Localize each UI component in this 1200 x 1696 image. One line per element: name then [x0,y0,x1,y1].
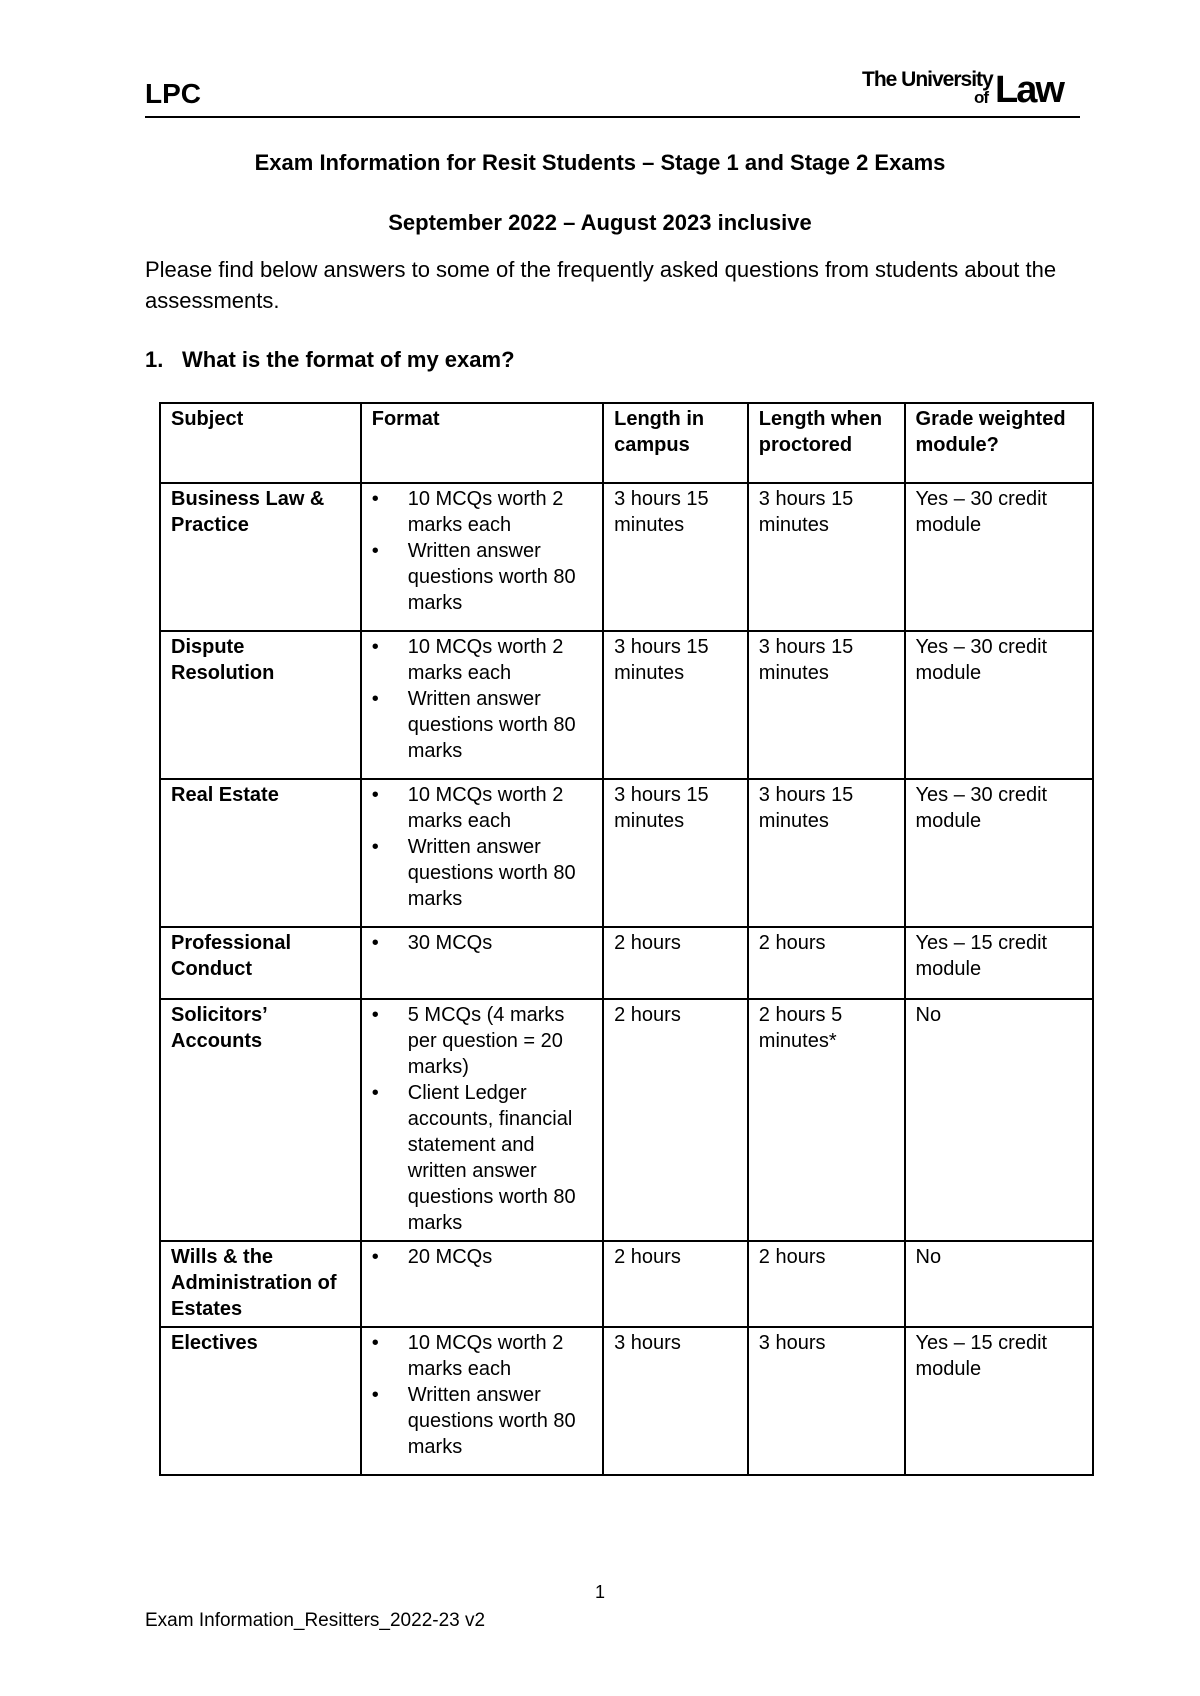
logo-line-3: Law [995,69,1063,111]
cell-subject: Business Law & Practice [160,483,361,631]
question-text: What is the format of my exam? [182,347,515,372]
table-row [160,927,1093,999]
format-item-text: Written answer questions worth 80 marks [407,1384,576,1458]
format-item [372,1244,592,1270]
header-format: Format [361,403,603,483]
header-rule [145,116,1080,118]
intro-paragraph: Please find below answers to some of the frequently asked questions from students about the assessments. [145,257,1057,313]
bullet-icon: • [371,1384,379,1406]
table-row [160,483,1093,631]
cell-grade-weighted: Yes – 30 credit module [905,631,1093,779]
table-header-row [160,403,1093,483]
cell-grade-weighted: No [905,1241,1093,1327]
format-item-text: Written answer questions worth 80 marks [407,836,576,910]
format-item [372,538,592,616]
header-subject: Subject [160,403,361,483]
cell-grade-weighted: Yes – 30 credit module [905,779,1093,927]
header-length-campus: Length in campus [603,403,748,483]
document-title: Exam Information for Resit Students – Stage 1 and Stage 2 Exams [254,150,946,175]
cell-length-proctored: 3 hours 15 minutes [748,779,905,927]
university-logo [862,66,1072,112]
bullet-icon: • [371,932,379,954]
cell-format [361,999,603,1241]
format-item-text: Written answer questions worth 80 marks [407,688,576,762]
question-heading [145,347,515,373]
cell-grade-weighted: No [905,999,1093,1241]
cell-length-campus: 2 hours [603,927,748,999]
logo-line-2: of [974,88,989,107]
cell-subject: Dispute Resolution [160,631,361,779]
cell-length-proctored: 2 hours 5 minutes* [748,999,905,1241]
cell-grade-weighted: Yes – 15 credit module [905,1327,1093,1475]
cell-format [361,631,603,779]
cell-subject: Wills & the Administration of Estates [160,1241,361,1327]
format-item-text: Client Ledger accounts, financial statement and written answer questions worth 80 marks [407,1082,576,1234]
format-item [372,782,592,834]
bullet-icon: • [371,836,379,858]
cell-length-proctored: 2 hours [748,1241,905,1327]
cell-format [361,779,603,927]
format-list [372,930,592,956]
format-list [372,1002,592,1236]
header-grade-weighted: Grade weighted module? [905,403,1093,483]
format-item [372,686,592,764]
bullet-icon: • [371,1082,379,1104]
cell-length-proctored: 3 hours 15 minutes [748,483,905,631]
bullet-icon: • [371,1246,379,1268]
format-item-text: 10 MCQs worth 2 marks each [407,488,564,536]
format-item [372,1330,592,1382]
cell-length-proctored: 3 hours 15 minutes [748,631,905,779]
format-item-text: 5 MCQs (4 marks per question = 20 marks) [407,1004,565,1078]
cell-length-campus: 2 hours [603,1241,748,1327]
cell-format [361,1241,603,1327]
format-list [372,1330,592,1460]
bullet-icon: • [371,636,379,658]
format-item-text: 10 MCQs worth 2 marks each [407,636,564,684]
cell-length-campus: 2 hours [603,999,748,1241]
cell-format [361,483,603,631]
cell-length-proctored: 2 hours [748,927,905,999]
bullet-icon: • [371,540,379,562]
table-row [160,999,1093,1241]
table-row [160,1327,1093,1475]
format-item-text: Written answer questions worth 80 marks [407,540,576,614]
cell-length-proctored: 3 hours [748,1327,905,1475]
format-list [372,782,592,912]
cell-length-campus: 3 hours [603,1327,748,1475]
format-item [372,634,592,686]
format-item [372,486,592,538]
table-body [160,483,1093,1475]
format-item-text: 10 MCQs worth 2 marks each [407,784,564,832]
logo-line-1: The University [862,68,993,91]
document-subtitle: September 2022 – August 2023 inclusive [388,210,812,235]
cell-length-campus: 3 hours 15 minutes [603,779,748,927]
format-item [372,834,592,912]
bullet-icon: • [371,784,379,806]
cell-length-campus: 3 hours 15 minutes [603,631,748,779]
exam-format-table [159,402,1094,1476]
format-item [372,1002,592,1080]
cell-grade-weighted: Yes – 30 credit module [905,483,1093,631]
bullet-icon: • [371,1332,379,1354]
page-number: 1 [594,1582,605,1602]
cell-subject: Solicitors’ Accounts [160,999,361,1241]
footer-document-name: Exam Information_Resitters_2022-23 v2 [145,1610,486,1631]
format-list [372,634,592,764]
cell-format [361,927,603,999]
cell-subject: Electives [160,1327,361,1475]
cell-grade-weighted: Yes – 15 credit module [905,927,1093,999]
table-row [160,631,1093,779]
header-length-proctored: Length when proctored [748,403,905,483]
table-row [160,1241,1093,1327]
bullet-icon: • [371,1004,379,1026]
question-number: 1. [145,347,164,372]
cell-length-campus: 3 hours 15 minutes [603,483,748,631]
cell-subject: Real Estate [160,779,361,927]
format-item [372,1080,592,1236]
cell-subject: Professional Conduct [160,927,361,999]
format-item [372,1382,592,1460]
format-list [372,1244,592,1270]
format-item-text: 10 MCQs worth 2 marks each [407,1332,564,1380]
cell-format [361,1327,603,1475]
format-item-text: 30 MCQs [407,932,493,954]
format-item-text: 20 MCQs [407,1246,493,1268]
format-item [372,930,592,956]
table-row [160,779,1093,927]
format-list [372,486,592,616]
document-code: LPC [145,78,201,109]
bullet-icon: • [371,688,379,710]
bullet-icon: • [371,488,379,510]
